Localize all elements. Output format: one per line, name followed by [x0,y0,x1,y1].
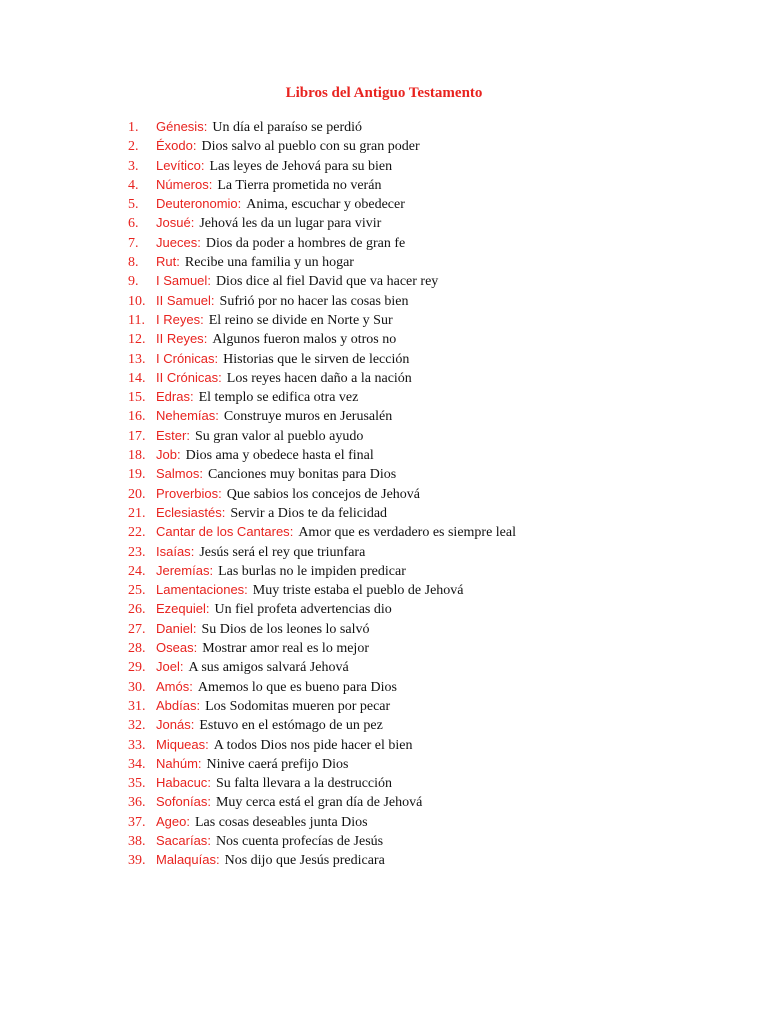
book-number: 11. [128,312,145,328]
book-description: La Tierra prometida no verán [217,177,382,193]
book-description: Los reyes hacen daño a la nación [226,370,412,386]
book-description: Algunos fueron malos y otros no [212,332,397,348]
book-separator: : [190,215,195,231]
book-separator: : [197,234,201,250]
book-description: Su Dios de los leones lo salvó [201,621,370,637]
book-description: Nos dijo que Jesús predicara [224,853,385,869]
book-description: Las burlas no le impiden predicar [218,563,406,579]
book-name: Habacuc [156,775,208,791]
book-name: Amós [156,678,190,694]
book-name: II Samuel [156,292,211,308]
list-item [128,715,748,734]
list-item [128,194,748,213]
list-item [128,117,748,136]
book-number: 15. [128,390,146,406]
book-name: Rut [156,254,177,270]
book-description: Su gran valor al pueblo ayudo [194,428,364,444]
list-item [128,735,748,754]
book-number: 18. [128,448,146,464]
book-separator: : [207,794,211,810]
book-number: 21. [128,505,146,521]
book-name: Proverbios [156,485,219,501]
book-name: Cantar de los Cantares [156,524,290,540]
list-item [128,368,748,387]
book-name: Ageo [156,813,187,829]
book-number: 37. [128,814,146,830]
book-description: A sus amigos salvará Jehová [188,660,349,676]
book-separator: : [189,389,194,405]
list-item [128,542,748,561]
book-description: El templo se edifica otra vez [198,390,359,406]
book-list [128,117,748,870]
book-separator: : [176,254,180,270]
list-item [128,657,748,676]
book-separator: : [190,717,195,733]
book-name: Daniel [156,620,193,636]
book-separator: : [186,427,190,443]
list-item [128,175,748,194]
book-description: Dios da poder a hombres de gran fe [205,235,406,251]
book-separator: : [192,138,197,154]
book-name: Jeremías [156,562,210,578]
book-name: Ezequiel [156,601,206,617]
book-number: 27. [128,621,146,637]
book-name: Isaías [156,543,191,559]
book-separator: : [221,504,226,520]
book-separator: : [203,119,208,134]
book-name: Job [156,447,177,463]
book-name: Edras [156,389,190,405]
book-separator: : [193,640,198,656]
list-item [128,792,748,811]
list-item [128,445,748,464]
book-separator: : [205,601,210,617]
book-number: 33. [128,737,146,753]
book-name: Números [156,176,209,192]
book-name: Nehemías [156,408,216,424]
book-separator: : [207,273,211,289]
list-item [128,329,748,348]
book-number: 13. [128,351,146,367]
book-name: Levítico [156,157,201,173]
book-name: Ester [156,427,187,443]
book-description: Amor que es verdadero es siempre leal [298,525,517,541]
book-number: 9. [128,274,139,290]
book-number: 1. [128,120,139,135]
book-separator: : [215,852,220,868]
book-name: Oseas [156,640,194,656]
book-number: 31. [128,698,146,714]
list-item [128,252,748,271]
book-number: 23. [128,544,146,560]
list-item [128,349,748,368]
book-separator: : [215,408,219,424]
list-item [128,484,748,503]
book-description: Dios salvo al pueblo con su gran poder [201,139,420,155]
book-number: 24. [128,563,146,579]
book-description: Un fiel profeta advertencias dio [214,602,392,618]
book-number: 30. [128,679,146,695]
book-name: Miqueas [156,736,206,752]
list-item [128,831,748,850]
document-title: Libros del Antiguo Testamento [285,85,483,101]
book-separator: : [218,485,222,501]
book-separator: : [189,678,193,694]
book-name: II Crónicas [156,369,219,385]
list-item [128,754,748,773]
book-number: 3. [128,158,139,174]
book-name: II Reyes [156,331,204,347]
book-separator: : [210,292,215,308]
book-number: 12. [128,332,146,348]
book-description: Muy cerca está el gran día de Jehová [215,795,423,811]
book-separator: : [289,524,294,540]
book-name: I Reyes [156,311,201,327]
book-description: Canciones muy bonitas para Dios [207,467,397,483]
book-number: 19. [128,467,146,483]
list-item [128,156,748,175]
book-number: 32. [128,718,146,734]
list-item [128,213,748,232]
list-item [128,696,748,715]
book-name: Génesis [156,119,204,134]
book-separator: : [200,157,205,173]
book-number: 35. [128,776,146,792]
book-number: 22. [128,525,146,541]
book-description: Sufrió por no hacer las cosas bien [219,293,409,309]
book-description: Los Sodomitas mueren por pecar [205,698,391,714]
book-number: 38. [128,833,146,849]
book-separator: : [205,736,209,752]
book-name: Abdías [156,697,197,713]
book-separator: : [237,196,242,212]
book-name: Sacarías [156,832,208,848]
book-number: 20. [128,486,146,502]
book-description: Un día el paraíso se perdió [212,120,363,135]
book-separator: : [197,755,202,771]
book-separator: : [214,350,219,366]
book-name: Jueces [156,234,198,250]
list-item [128,599,748,618]
book-description: Recibe una familia y un hogar [184,255,354,271]
list-item [128,406,748,425]
book-separator: : [199,466,203,482]
book-description: Que sabios los concejos de Jehová [226,486,420,502]
list-item [128,233,748,252]
book-description: Servir a Dios te da felicidad [230,505,388,521]
book-number: 4. [128,177,139,193]
book-name: Malaquías [156,852,216,868]
book-number: 5. [128,197,139,213]
book-name: Eclesiastés [156,504,222,520]
book-separator: : [176,447,181,463]
list-item [128,580,748,599]
book-number: 14. [128,370,146,386]
book-separator: : [190,543,195,559]
book-number: 16. [128,409,146,425]
book-description: Dios ama y obedece hasta el final [185,448,374,464]
book-name: Deuteronomio [156,196,238,212]
book-name: Salmos [156,466,200,482]
book-separator: : [244,582,248,598]
book-name: Josué [156,215,191,231]
book-description: El reino se divide en Norte y Sur [208,312,393,328]
book-separator: : [207,775,211,791]
book-description: Ninive caerá prefijo Dios [206,756,349,772]
book-description: Jesús será el rey que triunfara [199,544,366,560]
list-item [128,291,748,310]
book-separator: : [203,331,208,347]
book-description: Nos cuenta profecías de Jesús [215,833,384,849]
book-description: Las leyes de Jehová para su bien [209,158,393,174]
list-item [128,271,748,290]
book-description: Mostrar amor real es lo mejor [202,641,369,657]
book-description: Su falta llevara a la destrucción [215,776,393,792]
list-item [128,812,748,831]
book-description: Anima, escuchar y obedecer [246,197,405,213]
book-name: Nahúm [156,755,198,771]
book-separator: : [209,562,214,578]
list-item [128,619,748,638]
book-number: 26. [128,602,146,618]
book-description: Jehová les da un lugar para vivir [199,216,382,232]
list-item [128,503,748,522]
book-number: 25. [128,583,146,599]
book-name: Jonás [156,717,191,733]
list-item [128,561,748,580]
book-name: Lamentaciones [156,582,245,598]
book-name: Éxodo [156,138,193,154]
book-separator: : [218,369,222,385]
book-description: Dios dice al fiel David que va hacer rey [215,274,439,290]
list-item [128,387,748,406]
list-item [128,773,748,792]
book-number: 10. [128,293,146,309]
book-number: 34. [128,756,146,772]
list-item [128,638,748,657]
book-number: 29. [128,660,146,676]
book-name: Joel [156,659,180,675]
book-number: 17. [128,428,146,444]
book-number: 36. [128,795,146,811]
book-separator: : [207,832,211,848]
book-name: I Samuel [156,273,208,289]
book-description: Construye muros en Jerusalén [223,409,393,425]
list-item [128,426,748,445]
list-item [128,850,748,869]
list-item [128,522,748,541]
book-number: 28. [128,641,146,657]
book-name: Sofonías [156,794,208,810]
list-item [128,310,748,329]
book-separator: : [186,813,190,829]
list-item [128,136,748,155]
book-description: Amemos lo que es bueno para Dios [197,679,397,695]
book-separator: : [200,311,204,327]
list-item [128,464,748,483]
book-description: Muy triste estaba el pueblo de Jehová [252,583,464,599]
book-number: 39. [128,853,146,869]
book-separator: : [196,697,201,713]
book-number: 6. [128,216,139,232]
book-description: Estuvo en el estómago de un pez [199,718,383,734]
book-separator: : [208,176,213,192]
book-separator: : [192,620,197,636]
book-number: 8. [128,255,139,271]
book-description: Las cosas deseables junta Dios [195,814,368,830]
book-number: 7. [128,235,139,251]
book-description: Historias que le sirven de lección [223,351,410,367]
book-number: 2. [128,139,139,155]
book-name: I Crónicas [156,350,215,366]
book-separator: : [179,659,184,675]
book-description: A todos Dios nos pide hacer el bien [213,737,413,753]
list-item [128,677,748,696]
